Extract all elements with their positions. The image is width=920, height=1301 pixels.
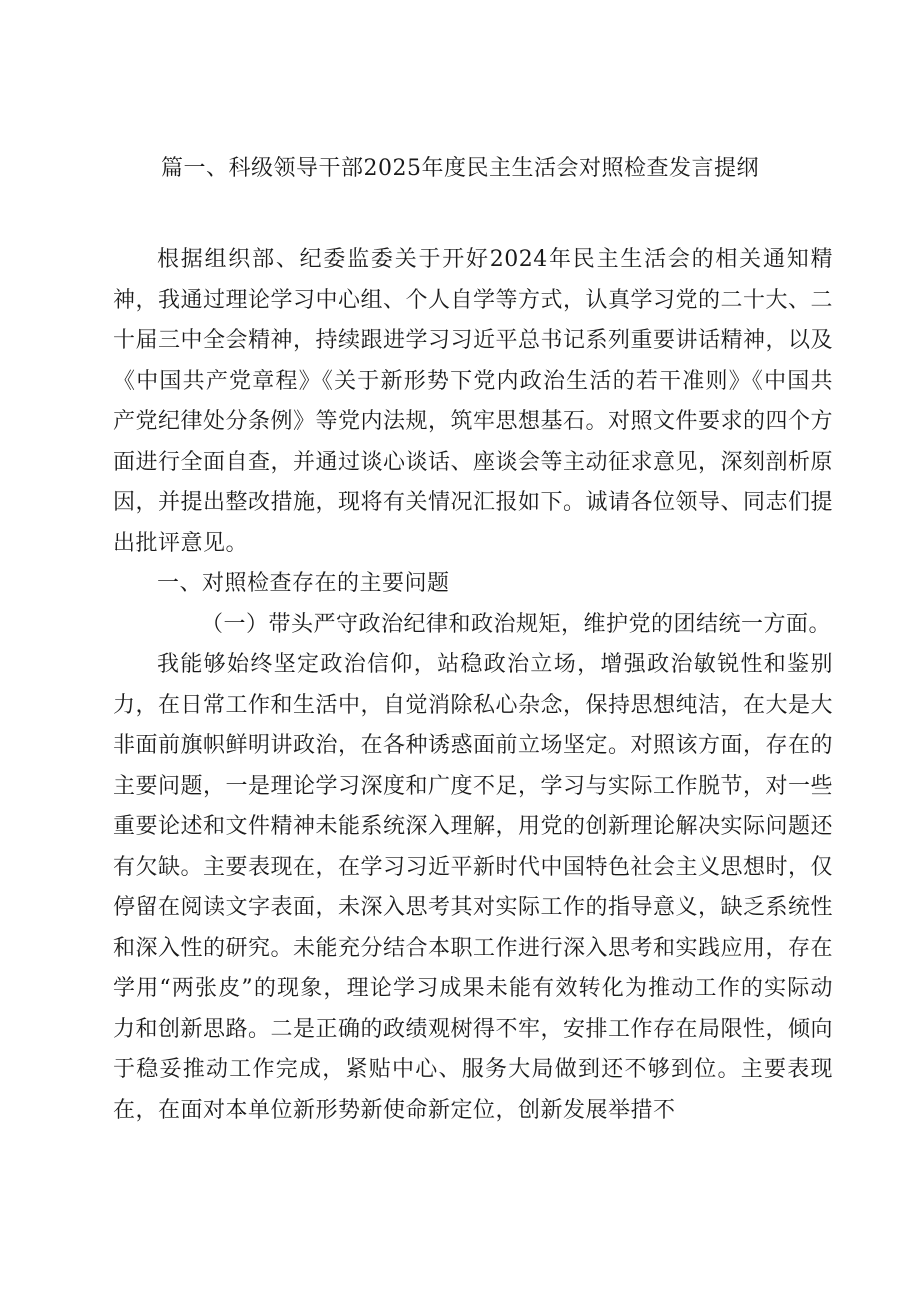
section-heading: 一、对照检查存在的主要问题: [157, 571, 450, 596]
intro-paragraph: 根据组织部、纪委监委关于开好2024年民主生活会的相关通知精神，我通过理论学习中心组、个人自学等方式，认真学习党的二十大、二十届三中全会精神，持续跟进学习习近平总书记系列重要讲话精神，以及《中国共产党章程》《关于新形势下党内政治生活的若干准则》《中国共产党纪律处分条例》等党内法规，筑牢思想基石。对照文件要求的四个方面进行全面自查，并通过谈心谈话、座谈会等主动征求意见，深刻剖析原因，并提出整改措施，现将有关情况汇报如下。诚请各位领导、同志们提出批评意见。: [113, 247, 834, 556]
subsection-heading: （一）带头严守政治纪律和政治规矩，维护党的团结统一方面。: [201, 611, 832, 637]
document-body: [113, 240, 833, 1131]
document-title: 篇一、科级领导干部2025年度民主生活会对照检查发言提纲: [161, 156, 759, 181]
body-paragraph: 我能够始终坚定政治信仰，站稳政治立场，增强政治敏锐性和鉴别力，在日常工作和生活中，自觉消除私心杂念，保持思想纯洁，在大是大非面前旗帜鲜明讲政治，在各种诱惑面前立场坚定。对照该方面，存在的主要问题，一是理论学习深度和广度不足，学习与实际工作脱节，对一些重要论述和文件精神未能系统深入理解，用党的创新理论解决实际问题还有欠缺。主要表现在，在学习习近平新时代中国特色社会主义思想时，仅停留在阅读文字表面，未深入思考其对实际工作的指导意义，缺乏系统性和深入性的研究。未能充分结合本职工作进行深入思考和实践应用，存在学用“两张皮”的现象，理论学习成果未能有效转化为推动工作的实际动力和创新思路。二是正确的政绩观树得不牢，安排工作存在局限性，倾向于稳妥推动工作完成，紧贴中心、服务大局做到还不够到位。主要表现在，在面对本单位新形势新使命新定位，创新发展举措不: [113, 652, 834, 1123]
